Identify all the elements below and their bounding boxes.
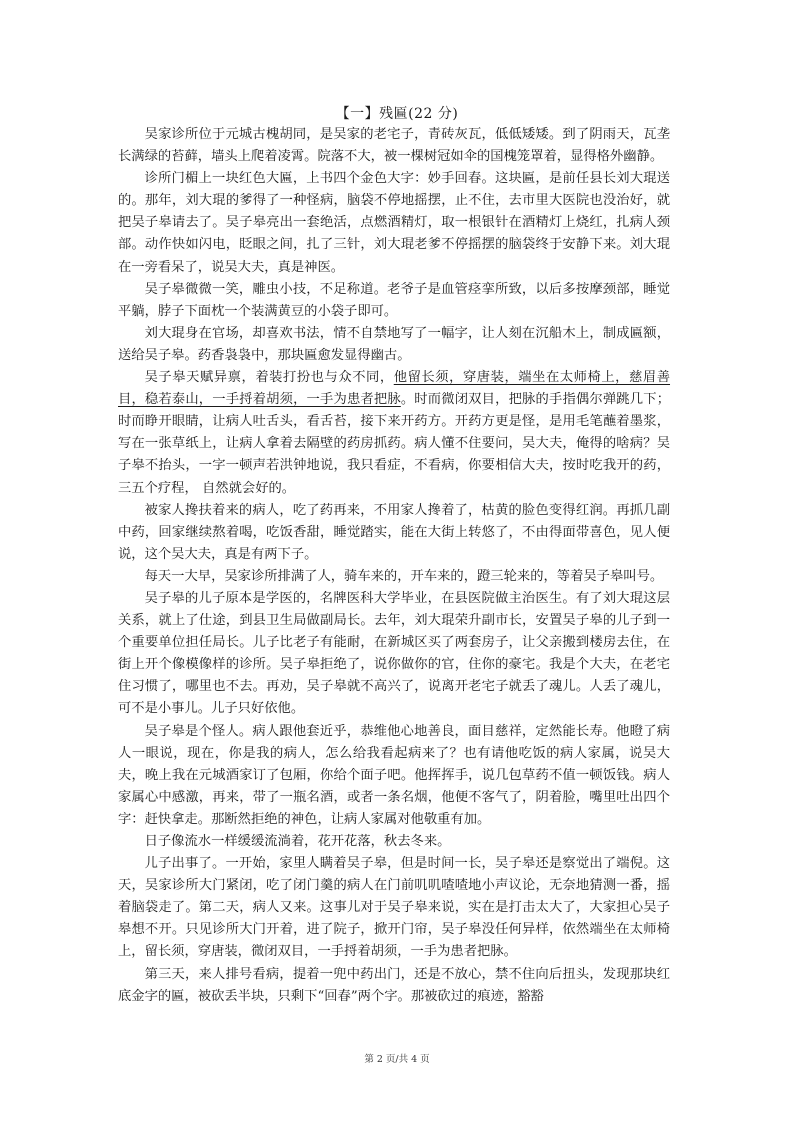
- paragraph: 儿子出事了。一开始，家里人瞒着吴子皋，但是时间一长，吴子皋还是察觉出了端倪。这天，吴家诊所大门紧闭，吃了闭门羹的病人在门前叽叽喳喳地小声议论，无奈地猜测一番，摇着脑袋走了。第二天，病人又来。这事儿对于吴子皋来说，实在是打击太大了，大家担心吴子皋想不开。只见诊所大门开着，进了院子，掀开门帘，吴子皋没任何异样，依然端坐在太师椅上，留长须，穿唐装，微闭双目，一手捋着胡须，一手为患者把脉。: [118, 856, 670, 960]
- paragraph: 被家人搀扶着来的病人，吃了药再来，不用家人搀着了，枯黄的脸色变得红润。再抓几副中药，回家继续熬着喝，吃饭香甜，睡觉踏实，能在大街上转悠了，不由得面带喜色，见人便说，这个吴大夫，真是有两下子。: [118, 502, 670, 562]
- paragraph: 吴子皋的儿子原本是学医的，名牌医科大学毕业，在县医院做主治医生。有了刘大琨这层关系，就上了仕途，到县卫生局做副局长。去年，刘大琨荣升副市长，安置吴子皋的儿子到一个重要单位担任局长。儿子比老子有能耐，在新城区买了两套房子，让父亲搬到楼房去住，在街上开个像模像样的诊所。吴子皋拒绝了，说你做你的官，住你的豪宅。我是个大夫，在老宅住习惯了，哪里也不去。再劝，吴子皋就不高兴了，说离开老宅子就丢了魂儿。人丢了魂儿，可不是小事儿。儿子只好依他。: [118, 590, 670, 717]
- paragraph: 日子像流水一样缓缓流淌着，花开花落，秋去冬来。: [144, 834, 451, 849]
- section-title: 【一】残匾(22 分): [335, 106, 459, 122]
- paragraph: 吴子皋是个怪人。病人跟他套近乎，恭维他心地善良，面目慈祥，定然能长寿。他瞪了病人一眼说，现在，你是我的病人，怎么给我看起病来了？也有请他吃饭的病人家属，说吴大夫，晚上我在元城酒家订了包厢，你给个面子吧。他挥挥手，说几包草药不值一顿饭钱。病人家属心中感激，再来，带了一瓶名酒，或者一条名烟，他便不客气了，阴着脸，嘴里吐出四个字：赶快拿走。那断然拒绝的神色，让病人家属对他敬重有加。: [118, 723, 670, 827]
- paragraph: 第三天，来人排号看病，提着一兜中药出门，还是不放心，禁不住向后扭头，发现那块红底金字的匾，被砍丢半块，只剩下“回春”两个字。那被砍过的痕迹，豁豁: [118, 966, 670, 1004]
- paragraph: 每天一大早，吴家诊所排满了人，骑车来的，开车来的，蹬三轮来的，等着吴子皋叫号。: [144, 568, 664, 584]
- underlined-sentence: 他留长须，穿唐装，端坐在太师椅上，慈眉善目，稳若泰山，一手捋着胡须，一手为患者把脉: [118, 370, 671, 408]
- page-number: 第 2 页/共 4 页: [364, 1054, 430, 1065]
- article-body: [118, 124, 670, 1008]
- paragraph: 刘大琨身在官场，却喜欢书法，情不自禁地写了一幅字，让人刻在沉船木上，制成匾额，送给吴子皋。药香袅袅中，那块匾愈发显得幽古。: [118, 325, 670, 363]
- paragraph: 诊所门楣上一块红色大匾，上书四个金色大字：妙手回春。这块匾，是前任县长刘大琨送的。那年，刘大琨的爹得了一种怪病，脑袋不停地摇摆，止不住，去市里大医院也没治好，就把吴子皋请去了。吴子皋亮出一套绝活，点燃酒精灯，取一根银针在酒精灯上烧红，扎病人颈部。动作快如闪电，眨眼之间，扎了三针，刘大琨老爹不停摇摆的脑袋终于安静下来。刘大琨在一旁看呆了，说吴大夫，真是神医。: [118, 171, 670, 275]
- paragraph: 吴子皋微微一笑，雕虫小技，不足称道。老爷子是血管痉挛所致，以后多按摩颈部，睡觉平躺，脖子下面枕一个装满黄豆的小袋子即可。: [118, 281, 670, 319]
- paragraph-with-underline: [118, 367, 670, 500]
- paragraph-text: 吴子皋天赋异禀，着装打扮也与众不同，: [144, 370, 394, 386]
- paragraph: 吴家诊所位于元城古槐胡同，是吴家的老宅子，青砖灰瓦，低低矮矮。到了阴雨天，瓦垄长满绿的苔藓，墙头上爬着凌霄。院落不大，被一棵树冠如伞的国槐笼罩着，显得格外幽静。: [118, 127, 670, 165]
- paragraph-text: 。时而微闭双目，把脉的手指偶尔弹跳几下； 时而睁开眼睛，让病人吐舌头，看舌苔，接下来开药方。开药方更是怪，是用毛笔蘸着墨浆，写在一张草纸上，让病人拿着去隔壁的药房抓药。病人懂不住要问，吴大夫，俺得的啥病？吴子皋不抬头，一字一顿声若洪钟地说，我只看症，不看病，你要相信大夫，按时吃我开的药，三五个疗程， 自然就会好的。: [118, 392, 671, 496]
